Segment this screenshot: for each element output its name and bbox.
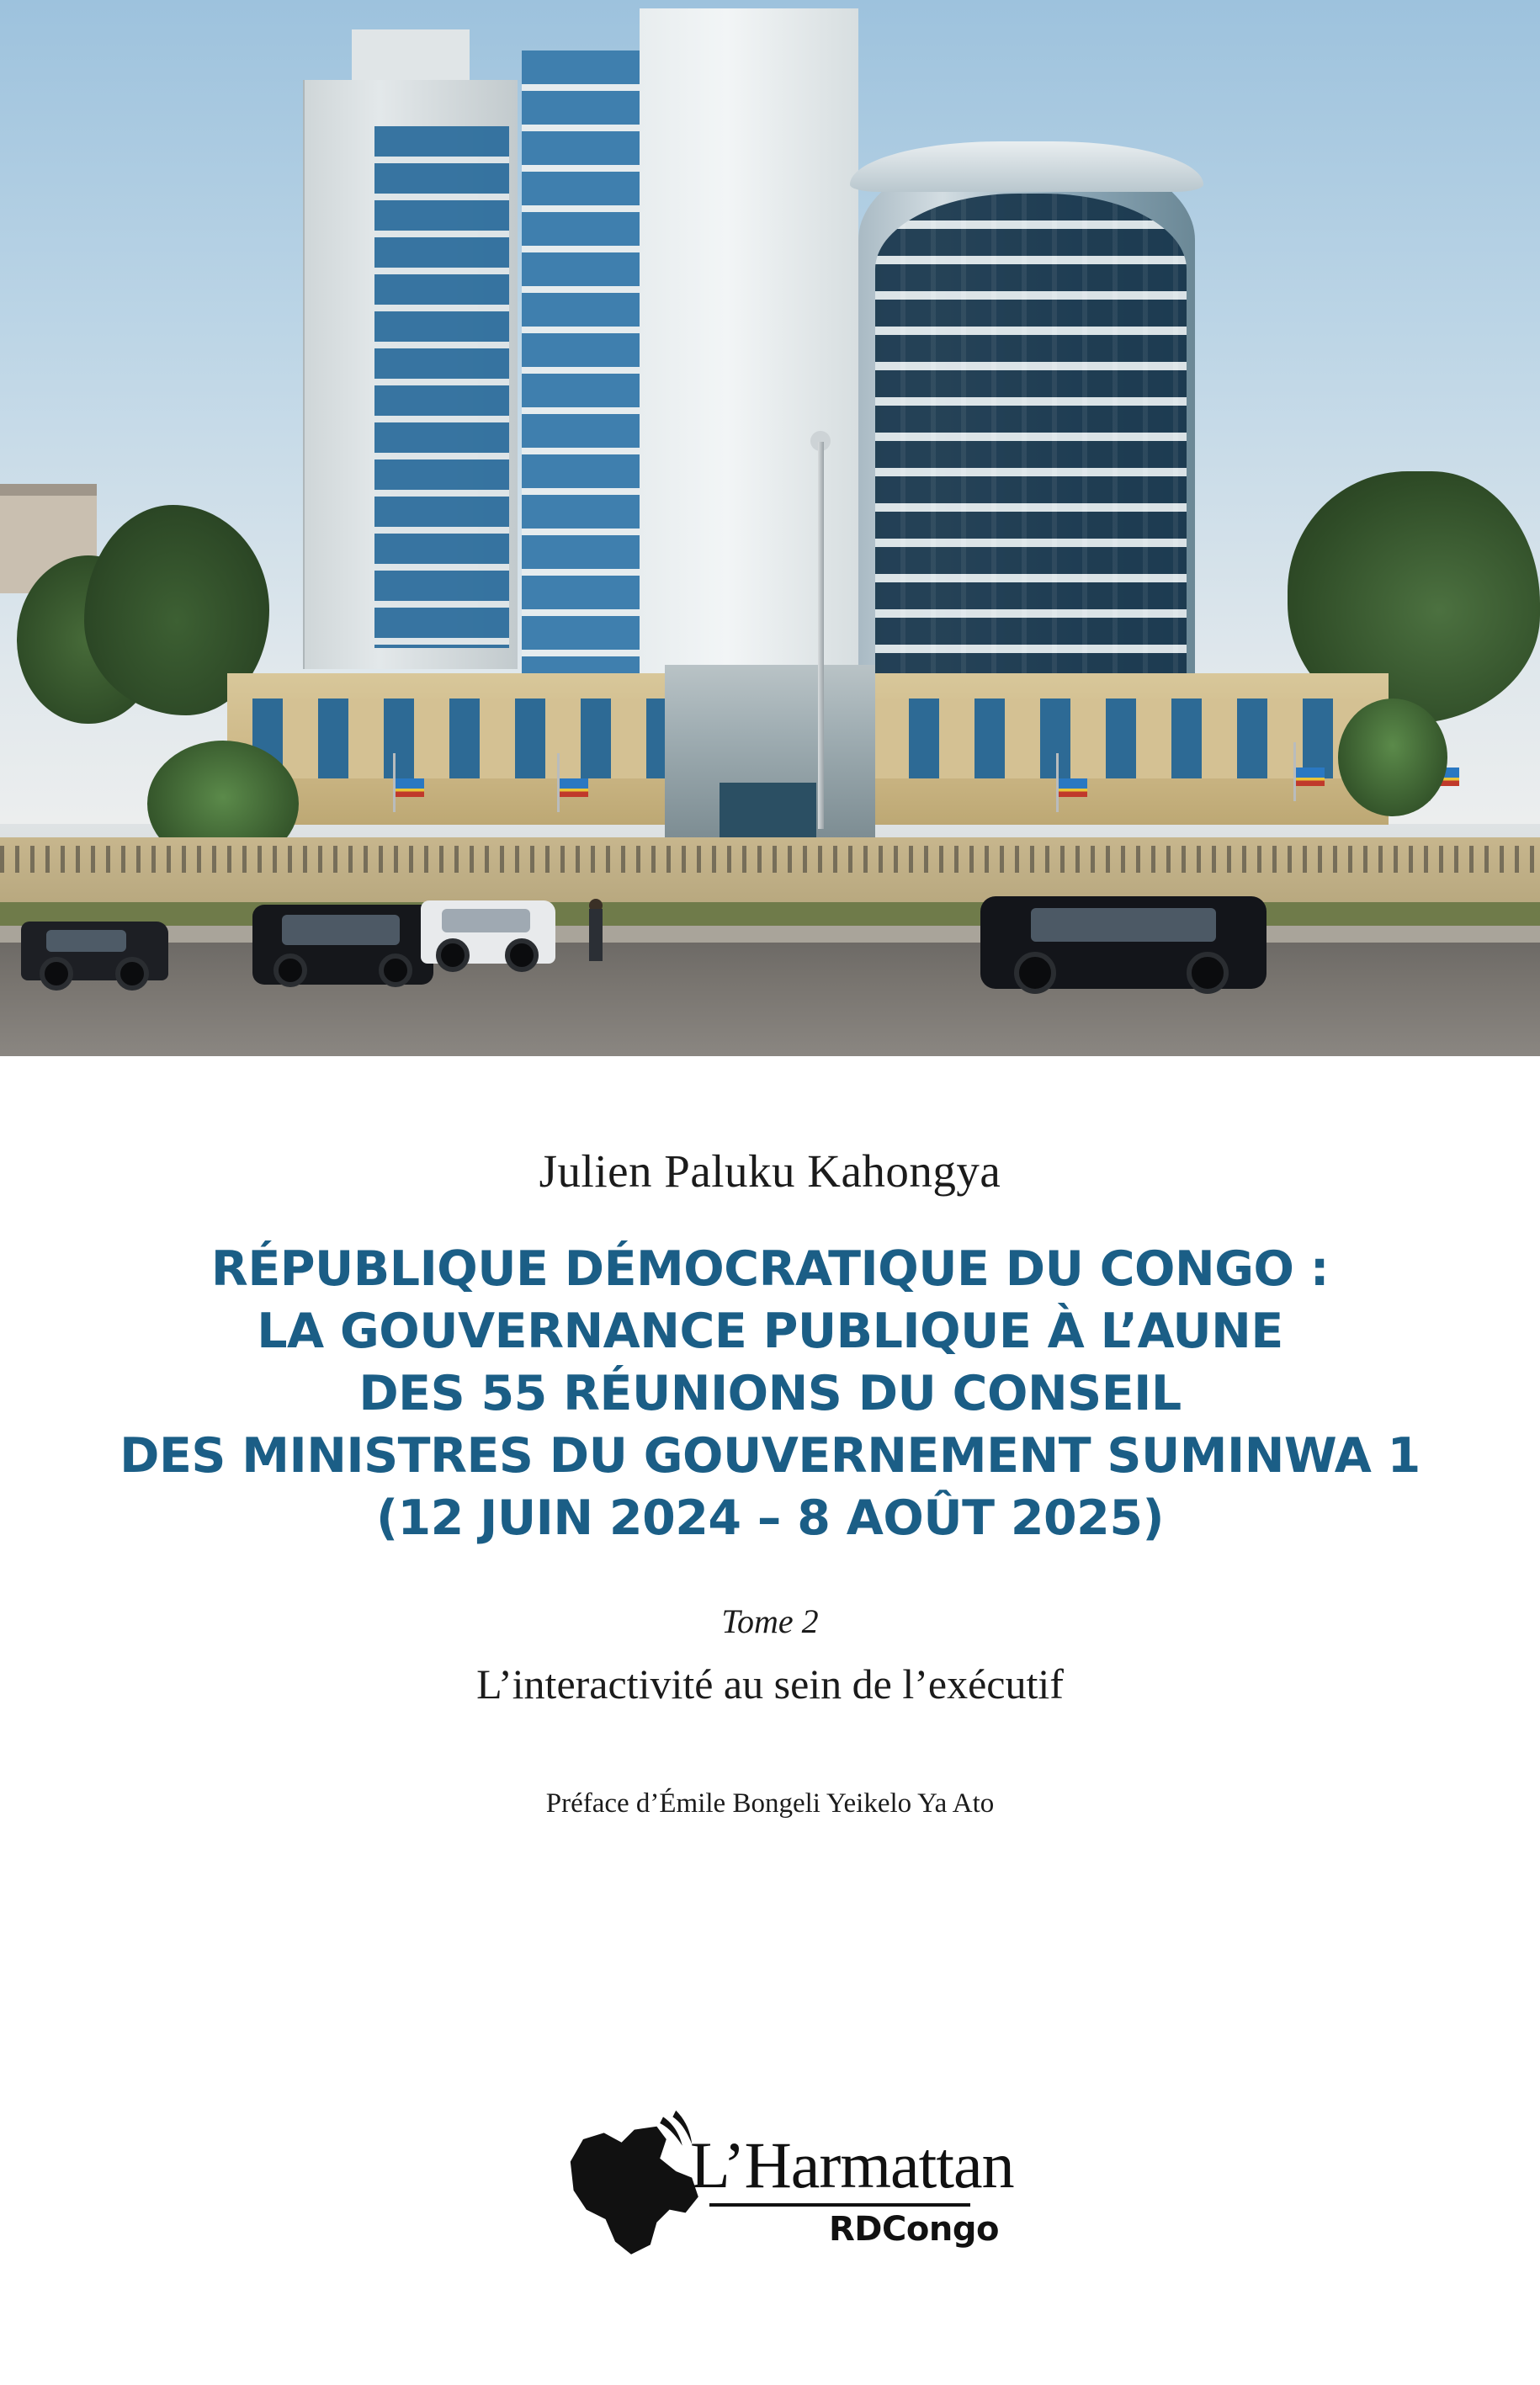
- curtain-wall-left: [374, 126, 509, 648]
- parked-car: [252, 905, 433, 985]
- title-line-1: RÉPUBLIQUE DÉMOCRATIQUE DU CONGO :: [210, 1241, 1330, 1297]
- flag-icon: [560, 778, 588, 797]
- cover-photo: [0, 0, 1540, 1056]
- tower-center-core: [640, 8, 858, 682]
- parked-car: [421, 900, 555, 964]
- title-line-3: DES 55 RÉUNIONS DU CONSEIL: [358, 1366, 1182, 1422]
- flagpole: [818, 442, 824, 829]
- drc-map-icon: [551, 2107, 711, 2267]
- road: [0, 943, 1540, 1056]
- publisher-name: L’Harmattan: [690, 2128, 1014, 2202]
- curb: [0, 926, 1540, 944]
- curved-tower-windows: [875, 194, 1187, 673]
- parked-car: [980, 896, 1267, 989]
- title-line-5: (12 JUIN 2024 – 8 AOÛT 2025): [375, 1490, 1165, 1547]
- flag-icon: [1296, 768, 1325, 786]
- volume-label: Tome 2: [721, 1602, 819, 1641]
- pedestrian: [589, 909, 603, 961]
- palm-tree-right: [1338, 699, 1447, 816]
- book-title: [0, 1238, 1540, 1549]
- curtain-wall-center: [522, 50, 640, 673]
- parked-car: [21, 922, 168, 980]
- publisher-imprint: RDCongo: [829, 2210, 999, 2249]
- publisher-logo-area: [0, 2092, 1540, 2286]
- preface-credit: Préface d’Émile Bongeli Yeikelo Ya Ato: [545, 1788, 995, 1819]
- fence-railing: [0, 846, 1540, 873]
- grass-verge: [0, 902, 1540, 927]
- entrance-door: [720, 783, 816, 842]
- title-line-4: DES MINISTRES DU GOUVERNEMENT SUMINWA 1: [119, 1428, 1421, 1485]
- logo-underline: [709, 2203, 970, 2207]
- flag-icon: [1059, 778, 1087, 797]
- title-line-2: LA GOUVERNANCE PUBLIQUE À L’AUNE: [257, 1304, 1283, 1360]
- book-subtitle: L’interactivité au sein de l’exécutif: [476, 1660, 1064, 1708]
- flag-icon: [396, 778, 424, 797]
- publisher-logo: [551, 2092, 1014, 2286]
- cover-text-block: [0, 1056, 1540, 2385]
- author-name: Julien Paluku Kahongya: [539, 1145, 1001, 1197]
